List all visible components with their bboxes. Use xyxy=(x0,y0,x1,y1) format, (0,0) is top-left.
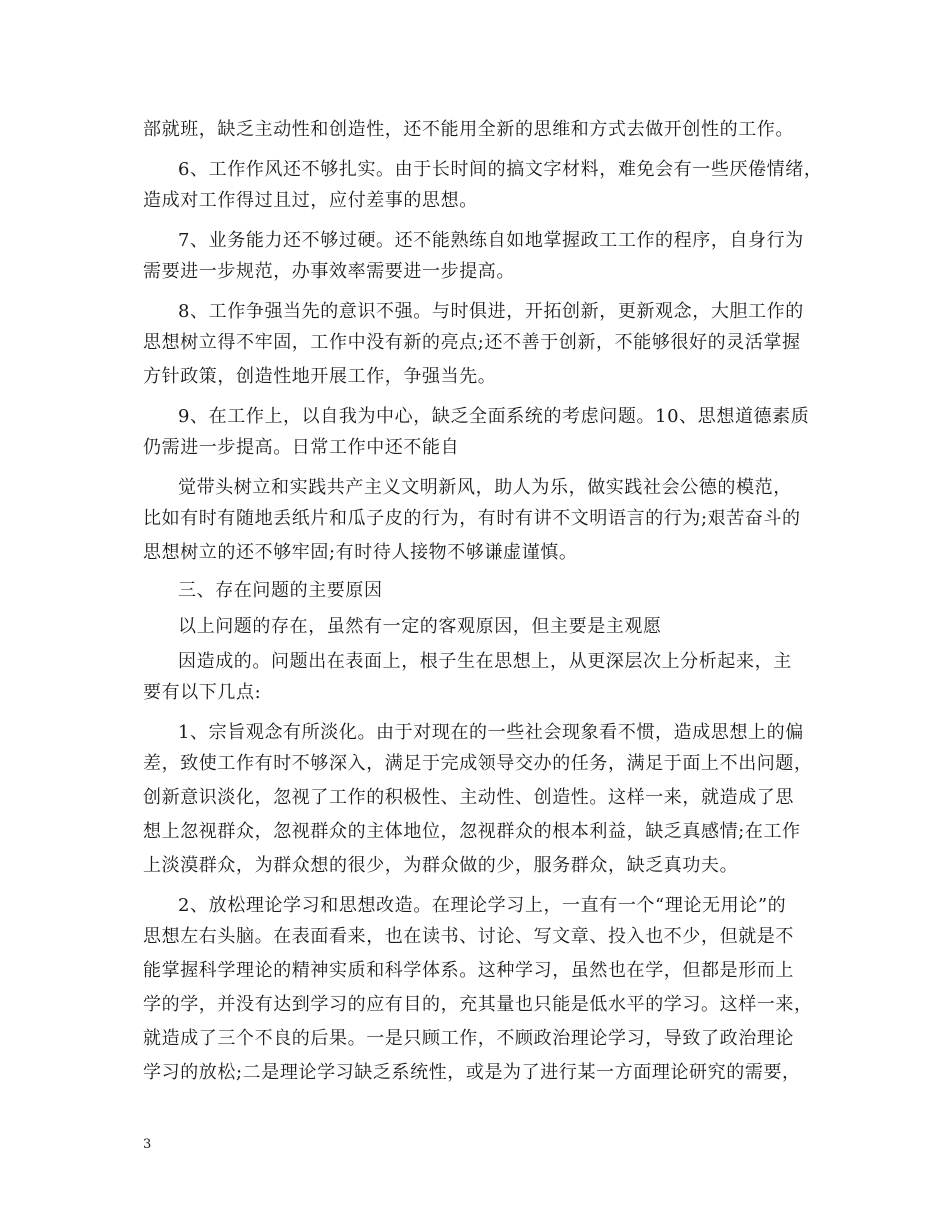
text-line: 部就班，缺乏主动性和创造性，还不能用全新的思维和方式去做开创性的工作。 xyxy=(143,119,794,140)
text-line: 学习的放松;二是理论学习缺乏系统性，或是为了进行某一方面理论研究的需要， xyxy=(143,1062,801,1083)
text-line: 思想树立的还不够牢固;有时待人接物不够谦虚谨慎。 xyxy=(143,542,578,563)
text-line: 觉带头树立和实践共产主义文明新风，助人为乐，做实践社会公德的模范， xyxy=(178,477,792,498)
text-line: 9、在工作上，以自我为中心，缺乏全面系统的考虑问题。10、思想道德素质 xyxy=(178,406,810,427)
text-line: 能掌握科学理论的精神实质和科学体系。这种学习，虽然也在学，但都是形而上 xyxy=(143,960,794,981)
page-number: 3 xyxy=(143,1137,152,1152)
text-line: 方针政策，创造性地开展工作，争强当先。 xyxy=(143,366,497,387)
text-line: 差，致使工作有时不够深入，满足于完成领导交办的任务，满足于面上不出问题， xyxy=(143,753,813,774)
text-line: 6、工作作风还不够扎实。由于长时间的搞文字材料，难免会有一些厌倦情绪， xyxy=(178,159,823,180)
text-line: 因造成的。问题出在表面上，根子生在思想上，从更深层次上分析起来，主 xyxy=(178,651,792,672)
text-line: 要有以下几点: xyxy=(143,682,262,703)
text-line: 思想树立得不牢固，工作中没有新的亮点;还不善于创新，不能够很好的灵活掌握 xyxy=(143,332,801,353)
text-line: 想上忽视群众，忽视群众的主体地位，忽视群众的根本利益，缺乏真感情;在工作 xyxy=(143,821,801,842)
text-line: 比如有时有随地丢纸片和瓜子皮的行为，有时有讲不文明语言的行为;艰苦奋斗的 xyxy=(143,508,801,529)
text-line: 仍需进一步提高。日常工作中还不能自 xyxy=(143,437,460,458)
text-line: 创新意识淡化，忽视了工作的积极性、主动性、创造性。这样一来，就造成了思 xyxy=(143,787,794,808)
text-line: 8、工作争强当先的意识不强。与时俱进，开拓创新，更新观念，大胆工作的 xyxy=(178,301,804,322)
text-line: 2、放松理论学习和思想改造。在理论学习上，一直有一个“理论无用论”的 xyxy=(178,895,787,916)
section-heading: 三、存在问题的主要原因 xyxy=(178,580,383,601)
text-line: 造成对工作得过且过，应付差事的思想。 xyxy=(143,190,478,211)
text-line: 以上问题的存在，虽然有一定的客观原因，但主要是主观愿 xyxy=(178,616,662,637)
text-line: 思想左右头脑。在表面看来，也在读书、讨论、写文章、投入也不少，但就是不 xyxy=(143,926,794,947)
text-line: 上淡漠群众，为群众想的很少，为群众做的少，服务群众，缺乏真功夫。 xyxy=(143,855,739,876)
text-line: 学的学，并没有达到学习的应有目的，充其量也只能是低水平的学习。这样一来， xyxy=(143,994,813,1015)
text-line: 就造成了三个不良的后果。一是只顾工作，不顾政治理论学习，导致了政治理论 xyxy=(143,1028,794,1049)
text-line: 需要进一步规范，办事效率需要进一步提高。 xyxy=(143,261,515,282)
text-line: 7、业务能力还不够过硬。还不能熟练自如地掌握政工工作的程序，自身行为 xyxy=(178,230,804,251)
text-line: 1、宗旨观念有所淡化。由于对现在的一些社会现象看不惯，造成思想上的偏 xyxy=(178,722,804,743)
